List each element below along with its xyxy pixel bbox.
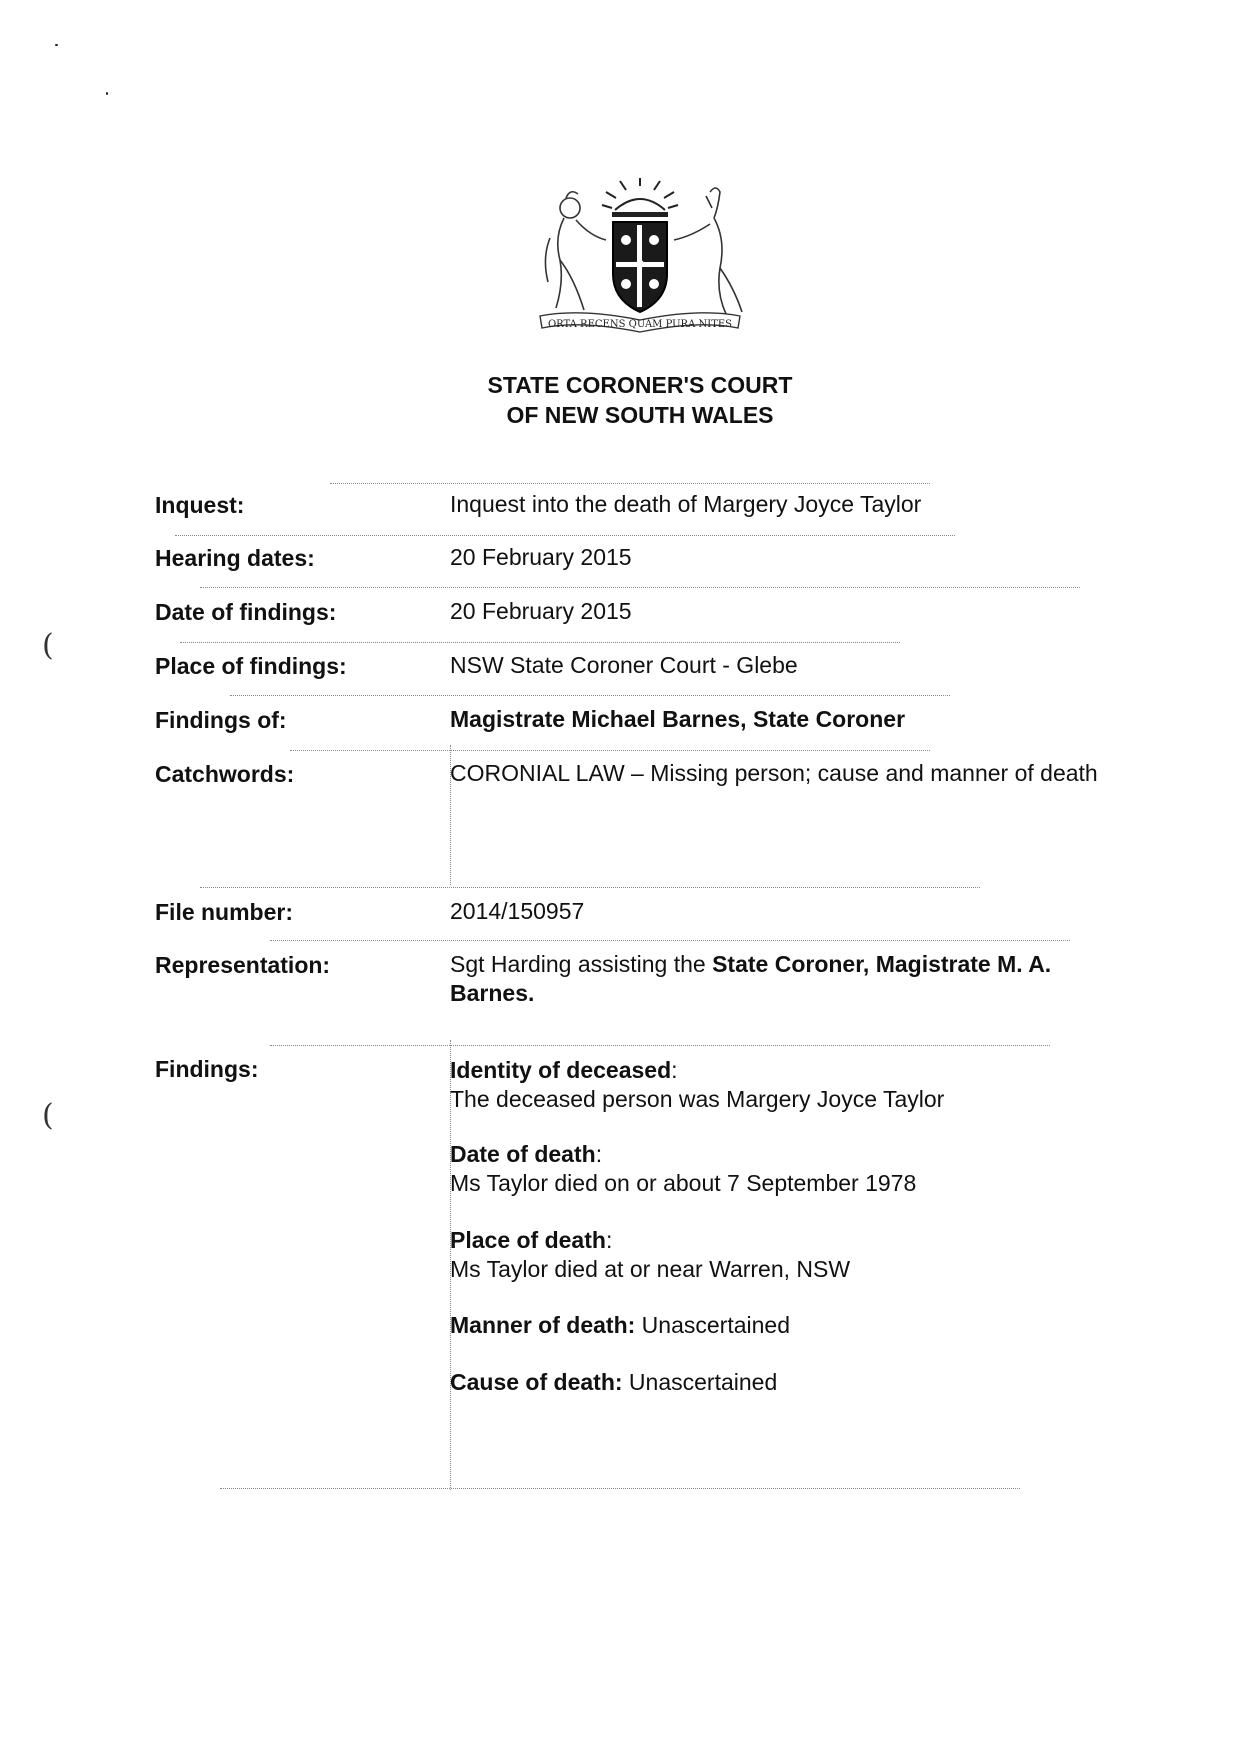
field-label: Representation: [155,952,331,978]
finding-colon: : [671,1057,678,1083]
finding-colon: : [595,1141,603,1167]
representation-bold: State Coroner, Magistrate M. A. Barnes. [450,951,1052,1006]
finding-place-of-death [450,1226,1110,1284]
scan-speck [55,44,58,46]
field-label: Place of findings: [155,653,347,679]
margin-mark: ( [42,1098,54,1133]
finding-identity [450,1056,1110,1114]
separator [200,887,980,888]
field-value: NSW State Coroner Court - Glebe [450,652,798,678]
field-value: Magistrate Michael Barnes, State Coroner [450,706,906,732]
finding-heading: Date of death [450,1141,596,1167]
finding-colon: : [605,1227,613,1253]
field-value: 2014/150957 [450,898,585,924]
field-value [450,950,1110,1008]
field-label: Findings of: [155,707,287,733]
court-title [320,370,960,430]
margin-mark: ( [42,628,54,663]
scan-speck [106,92,108,95]
separator [270,940,1070,941]
field-label: Date of findings: [155,599,337,625]
finding-text: Unascertained [635,1312,790,1338]
nsw-coat-of-arms-icon [520,178,760,338]
finding-date-of-death [450,1140,1110,1198]
separator [220,1488,1020,1489]
separator [180,642,900,643]
finding-manner-of-death [450,1311,1110,1340]
finding-text: Ms Taylor died at or near Warren, NSW [450,1256,851,1282]
finding-cause-of-death [450,1368,1110,1397]
separator [200,587,1080,588]
finding-text: The deceased person was Margery Joyce Taylor [450,1086,945,1112]
field-value: Inquest into the death of Margery Joyce Taylor [450,491,922,517]
separator [175,535,955,536]
finding-text: Unascertained [622,1369,778,1395]
separator [270,1045,1050,1046]
finding-heading: Identity of deceased [450,1057,672,1083]
separator [330,483,930,484]
field-label: Catchwords: [155,761,295,787]
crest-motto: ORTA RECENS QUAM PURA NITES [547,319,733,330]
field-value: 20 February 2015 [450,598,632,624]
field-label: Findings: [155,1056,259,1082]
finding-text: Ms Taylor died on or about 7 September 1978 [450,1170,917,1196]
field-label: Inquest: [155,492,245,518]
court-title-line-1: STATE CORONER'S COURT [487,372,793,398]
court-title-line-2: OF NEW SOUTH WALES [506,402,774,428]
field-value: CORONIAL LAW – Missing person; cause and manner of death [450,760,1098,786]
separator [290,750,930,751]
field-label: Hearing dates: [155,545,315,571]
field-label: File number: [155,899,294,925]
separator [230,695,950,696]
representation-text: Sgt Harding assisting the [450,951,713,977]
finding-heading: Cause of death: [450,1369,623,1395]
finding-heading: Manner of death: [450,1312,636,1338]
field-value: 20 February 2015 [450,544,632,570]
finding-heading: Place of death [450,1227,606,1253]
